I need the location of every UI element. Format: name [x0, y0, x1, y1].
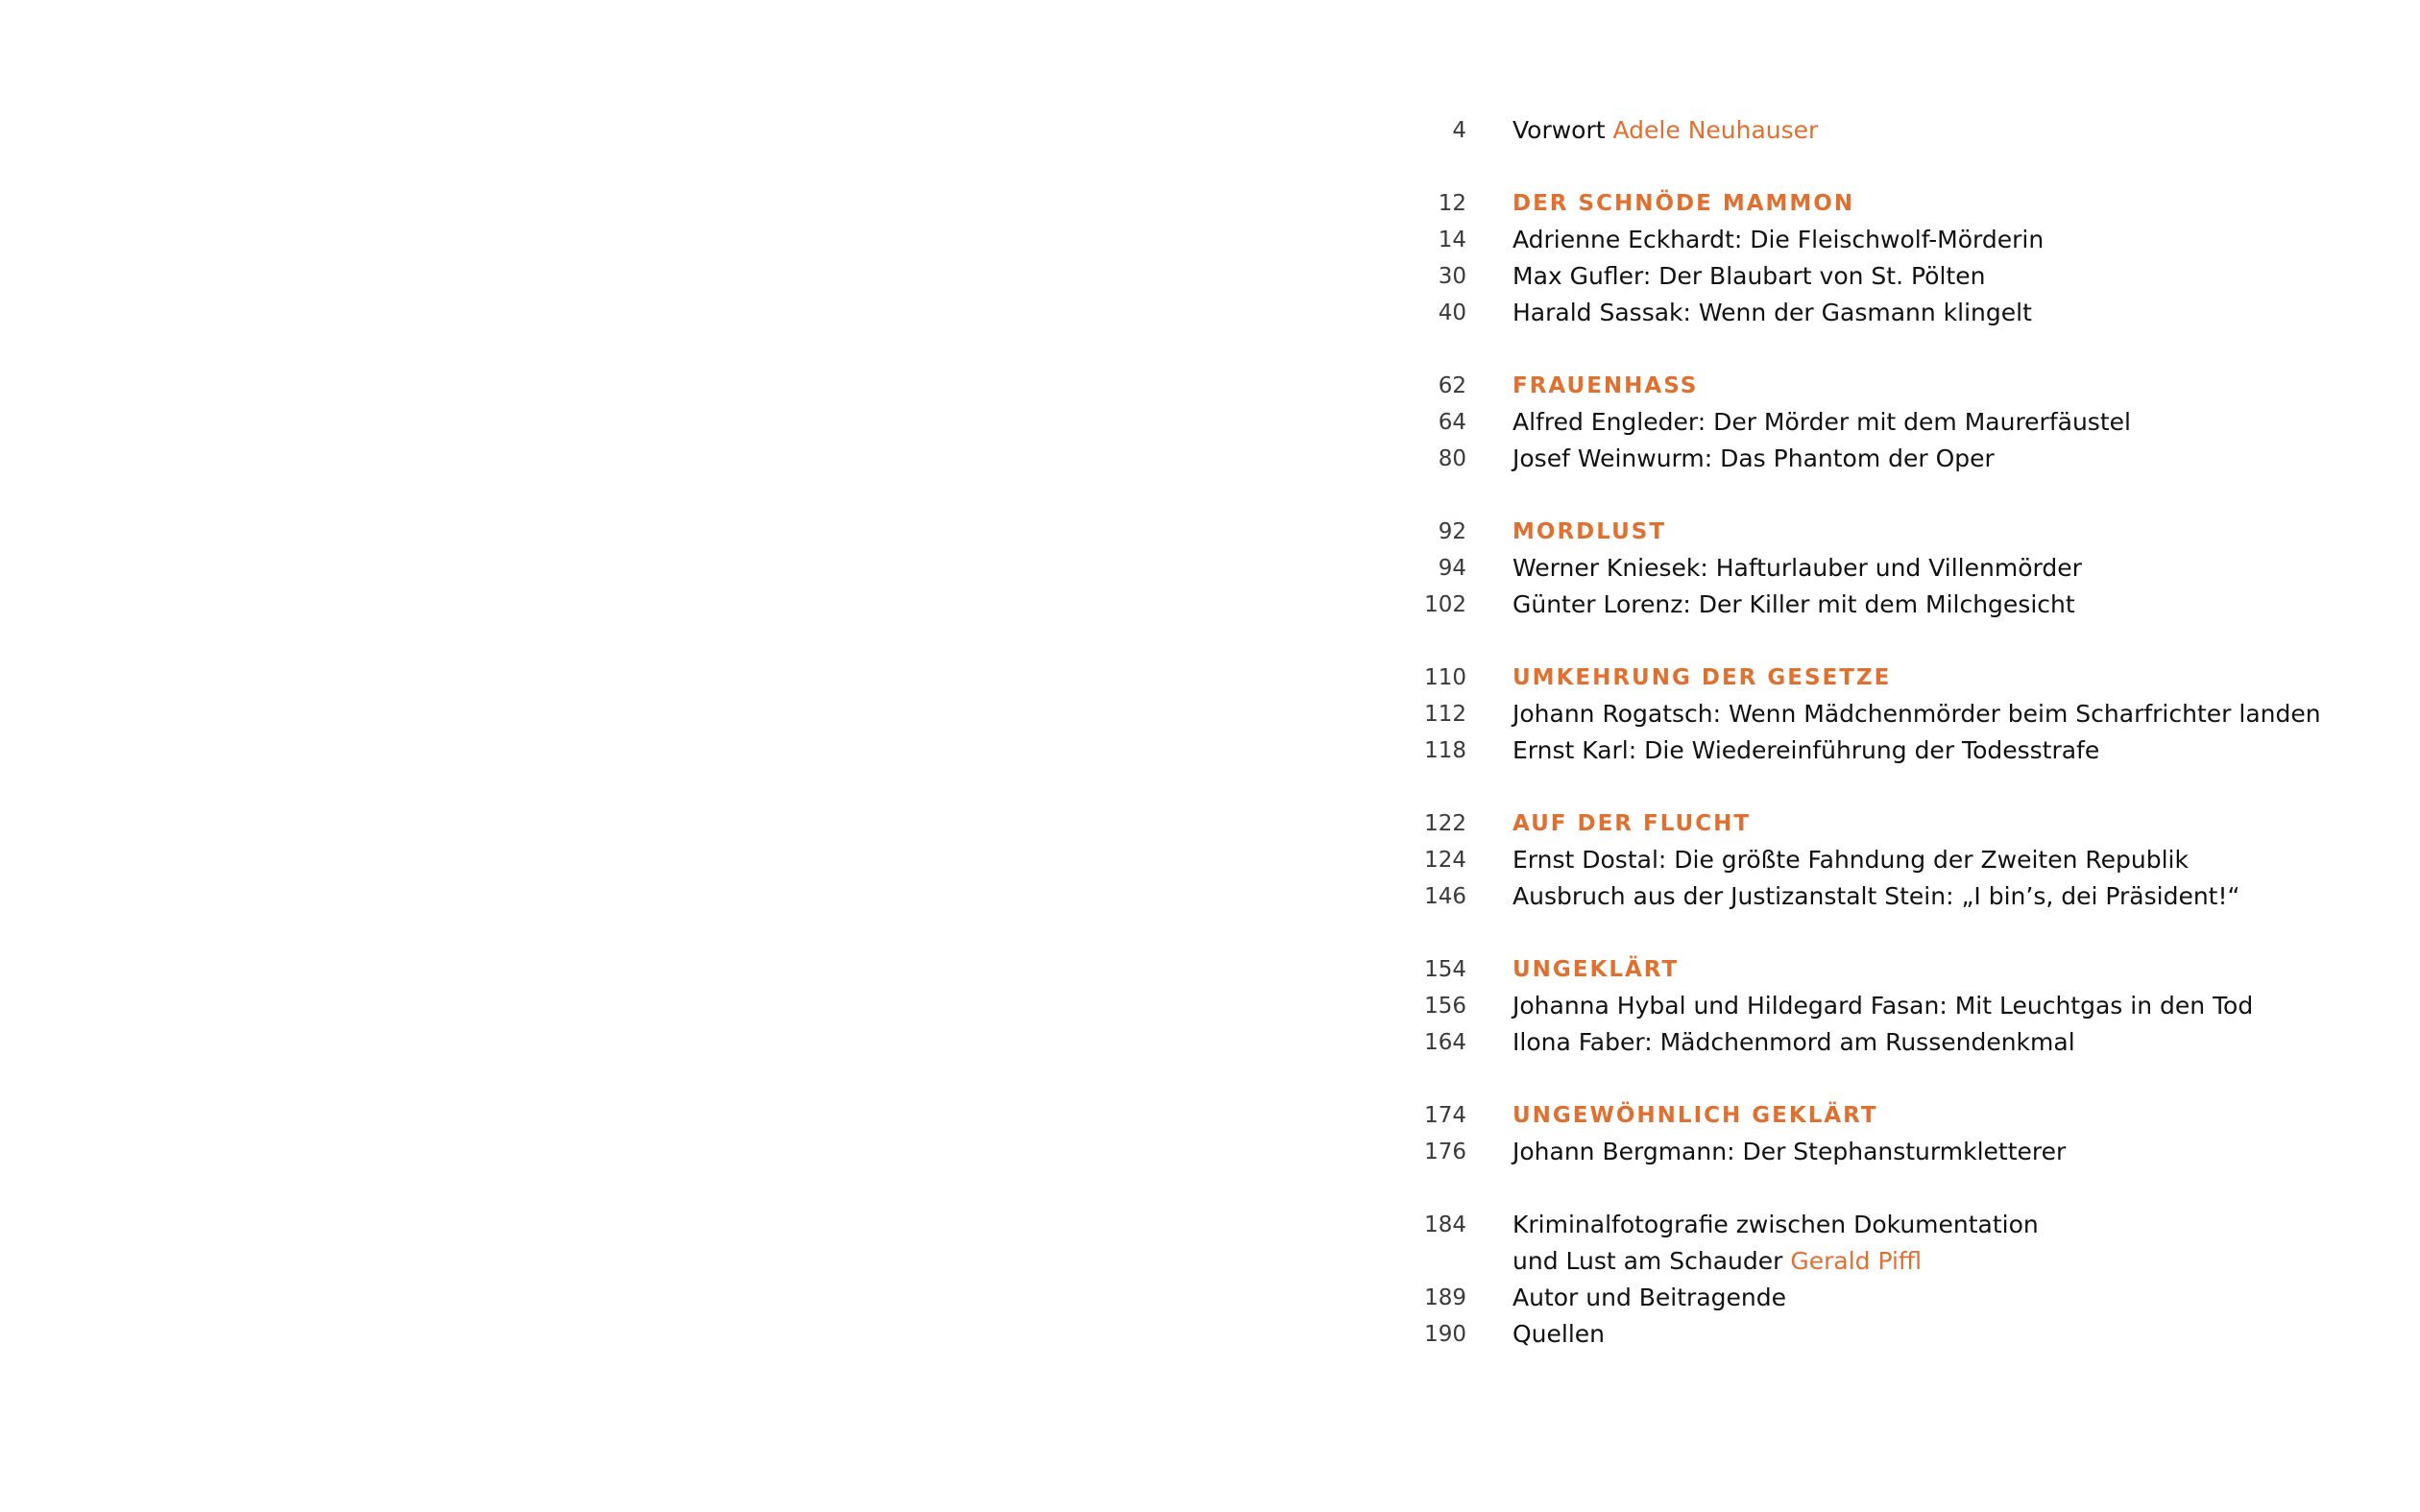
toc-row	[0, 878, 2420, 915]
page-number: 110	[1424, 665, 1466, 690]
toc-row	[0, 842, 2420, 878]
toc-row	[0, 1024, 2420, 1061]
toc-row	[0, 1134, 2420, 1170]
toc-entry: Adrienne Eckhardt: Die Fleischwolf-Mörderin	[1512, 226, 2045, 253]
section-heading: DER SCHNÖDE MAMMON	[1512, 191, 1855, 216]
toc-row	[0, 222, 2420, 258]
page-number: 164	[1424, 1030, 1466, 1055]
toc-row	[0, 1280, 2420, 1316]
page-number: 124	[1424, 848, 1466, 873]
toc-section-heading	[0, 1097, 2420, 1134]
page-number: 102	[1424, 592, 1466, 617]
page-number: 62	[1438, 373, 1466, 398]
page-number: 190	[1424, 1322, 1466, 1347]
page-number: 146	[1424, 884, 1466, 909]
page-number: 154	[1424, 957, 1466, 982]
toc-entry: Ernst Dostal: Die größte Fahndung der Zweiten Republik	[1512, 846, 2189, 874]
page-number: 174	[1424, 1103, 1466, 1128]
section-heading: UMKEHRUNG DER GESETZE	[1512, 665, 1892, 690]
page-number: 12	[1438, 191, 1466, 216]
toc-entry: Günter Lorenz: Der Killer mit dem Milchgesicht	[1512, 590, 2075, 618]
toc-row	[0, 1316, 2420, 1353]
toc-entry: Alfred Engleder: Der Mörder mit dem Maurerfäustel	[1512, 408, 2131, 436]
essay-title-line-1: Kriminalfotografie zwischen Dokumentation	[1512, 1211, 2039, 1238]
toc-section-heading	[0, 660, 2420, 696]
toc-entry: Ausbruch aus der Justizanstalt Stein: „I bin’s, dei Präsident!“	[1512, 882, 2240, 910]
toc-section-heading	[0, 805, 2420, 842]
entry-author: Gerald Piffl	[1790, 1247, 1923, 1275]
page-number: 80	[1438, 446, 1466, 471]
toc-section-heading	[0, 951, 2420, 988]
toc-row	[0, 295, 2420, 331]
toc-entry: Harald Sassak: Wenn der Gasmann klingelt	[1512, 299, 2032, 326]
toc-entry: Werner Kniesek: Hafturlauber und Villenmörder	[1512, 554, 2082, 582]
page-number: 4	[1452, 118, 1466, 143]
toc-section-heading	[0, 514, 2420, 550]
toc-row	[0, 732, 2420, 769]
page-number: 122	[1424, 811, 1466, 836]
toc-entry	[1512, 1243, 1922, 1280]
toc-entry: Autor und Beitragende	[1512, 1284, 1786, 1311]
toc-entry: Ernst Karl: Die Wiedereinführung der Todesstrafe	[1512, 736, 2100, 764]
toc-section-heading	[0, 185, 2420, 222]
page-number: 189	[1424, 1285, 1466, 1310]
toc-entry: Quellen	[1512, 1320, 1606, 1348]
toc-entry	[1512, 112, 1818, 149]
toc-section-heading	[0, 368, 2420, 404]
toc-entry: Ilona Faber: Mädchenmord am Russendenkmal	[1512, 1028, 2075, 1056]
page-number: 30	[1438, 264, 1466, 289]
entry-title: Vorwort	[1512, 116, 1606, 144]
toc-row-essay	[0, 1207, 2420, 1243]
section-heading: MORDLUST	[1512, 519, 1667, 544]
toc-row	[0, 404, 2420, 441]
page-number: 156	[1424, 994, 1466, 1019]
page-number: 118	[1424, 738, 1466, 763]
toc-entry: Johann Rogatsch: Wenn Mädchenmörder beim Scharfrichter landen	[1512, 700, 2321, 728]
toc-entry: Josef Weinwurm: Das Phantom der Oper	[1512, 444, 1995, 472]
page-number: 112	[1424, 702, 1466, 727]
section-heading: UNGEWÖHNLICH GEKLÄRT	[1512, 1103, 1878, 1128]
toc-row	[0, 696, 2420, 732]
essay-title-line-2: und Lust am Schauder	[1512, 1247, 1783, 1275]
toc-row	[0, 441, 2420, 477]
toc-row-vorwort	[0, 112, 2420, 149]
page-number: 92	[1438, 519, 1466, 544]
page-number: 94	[1438, 556, 1466, 581]
toc-row	[0, 988, 2420, 1024]
section-heading: UNGEKLÄRT	[1512, 957, 1680, 982]
page-number: 176	[1424, 1140, 1466, 1164]
page-number: 40	[1438, 300, 1466, 325]
page-number: 184	[1424, 1212, 1466, 1237]
toc-entry: Max Gufler: Der Blaubart von St. Pölten	[1512, 262, 1986, 290]
toc-row-essay-continued	[0, 1243, 2420, 1280]
toc-row	[0, 550, 2420, 587]
entry-author: Adele Neuhauser	[1612, 116, 1819, 144]
toc-entry: Johanna Hybal und Hildegard Fasan: Mit Leuchtgas in den Tod	[1512, 992, 2254, 1020]
toc-entry: Johann Bergmann: Der Stephansturmkletterer	[1512, 1138, 2067, 1165]
section-heading: AUF DER FLUCHT	[1512, 811, 1752, 836]
page-number: 14	[1438, 228, 1466, 252]
section-heading: FRAUENHASS	[1512, 373, 1699, 398]
toc-row	[0, 587, 2420, 623]
page-number: 64	[1438, 410, 1466, 435]
toc-row	[0, 258, 2420, 295]
